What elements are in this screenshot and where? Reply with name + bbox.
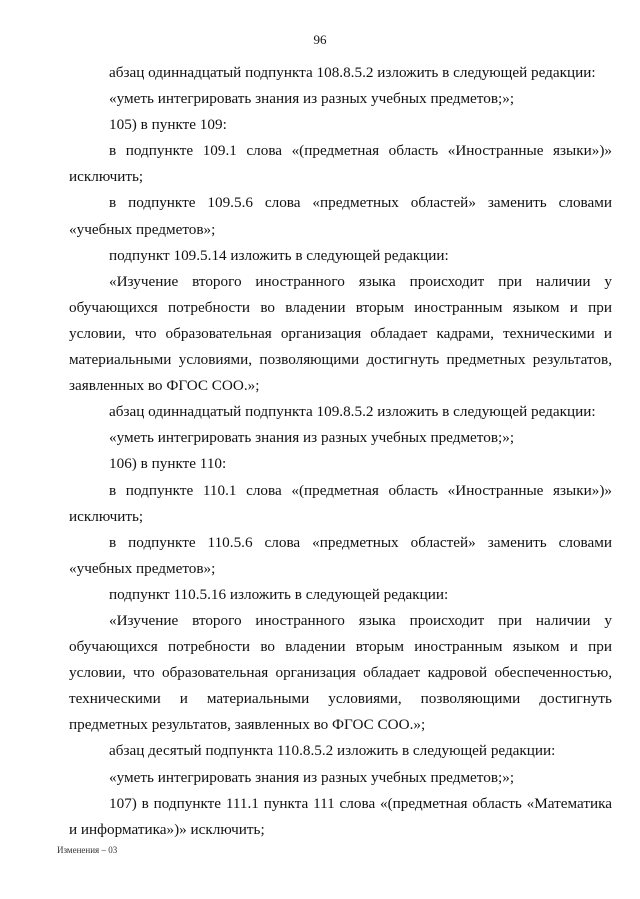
paragraph-6: подпункт 109.5.14 изложить в следующей редакции: bbox=[109, 246, 449, 264]
paragraph-3: 105) в пункте 109: bbox=[109, 116, 227, 134]
paragraph-14: «Изучение второго иностранного языка происходит при наличии у обучающихся потребности во владении вторым иностранным языком и при условии, что образовательная организация обладает кадровой обеспеченностью, техническими и материальными условиями, позволяющими достигнуть предметных результатов, заявленных во ФГОС СОО.»; bbox=[69, 611, 612, 734]
paragraph-11: в подпункте 110.1 слова «(предметная область «Иностранные языки»)» исключить; bbox=[69, 481, 612, 525]
paragraph-9: «уметь интегрировать знания из разных учебных предметов;»; bbox=[109, 429, 515, 447]
document-body bbox=[69, 60, 612, 843]
paragraph-2: «уметь интегрировать знания из разных учебных предметов;»; bbox=[109, 90, 515, 108]
paragraph-10: 106) в пункте 110: bbox=[109, 455, 227, 473]
footer-revision-label: Изменения – 03 bbox=[57, 845, 118, 855]
paragraph-17: 107) в подпункте 111.1 пункта 111 слова «(предметная область «Математика и информатика»)» исключить; bbox=[69, 794, 612, 838]
paragraph-4: в подпункте 109.1 слова «(предметная область «Иностранные языки»)» исключить; bbox=[69, 142, 612, 186]
paragraph-8: абзац одиннадцатый подпункта 109.8.5.2 изложить в следующей редакции: bbox=[109, 403, 596, 421]
paragraph-1: абзац одиннадцатый подпункта 108.8.5.2 изложить в следующей редакции: bbox=[109, 64, 596, 81]
page-number: 96 bbox=[313, 32, 327, 47]
paragraph-7: «Изучение второго иностранного языка происходит при наличии у обучающихся потребности во владении вторым иностранным языком и при условии, что образовательная организация обладает кадрами, техническими и материальными условиями, позволяющими достигнуть предметных результатов, заявленных во ФГОС СОО.»; bbox=[69, 272, 612, 395]
paragraph-15: абзац десятый подпункта 110.8.5.2 изложить в следующей редакции: bbox=[109, 742, 556, 760]
paragraph-5: в подпункте 109.5.6 слова «предметных областей» заменить словами «учебных предметов»; bbox=[69, 194, 612, 238]
paragraph-12: в подпункте 110.5.6 слова «предметных областей» заменить словами «учебных предметов»; bbox=[69, 533, 612, 577]
paragraph-16: «уметь интегрировать знания из разных учебных предметов;»; bbox=[109, 768, 515, 786]
paragraph-13: подпункт 110.5.16 изложить в следующей редакции: bbox=[109, 585, 449, 603]
